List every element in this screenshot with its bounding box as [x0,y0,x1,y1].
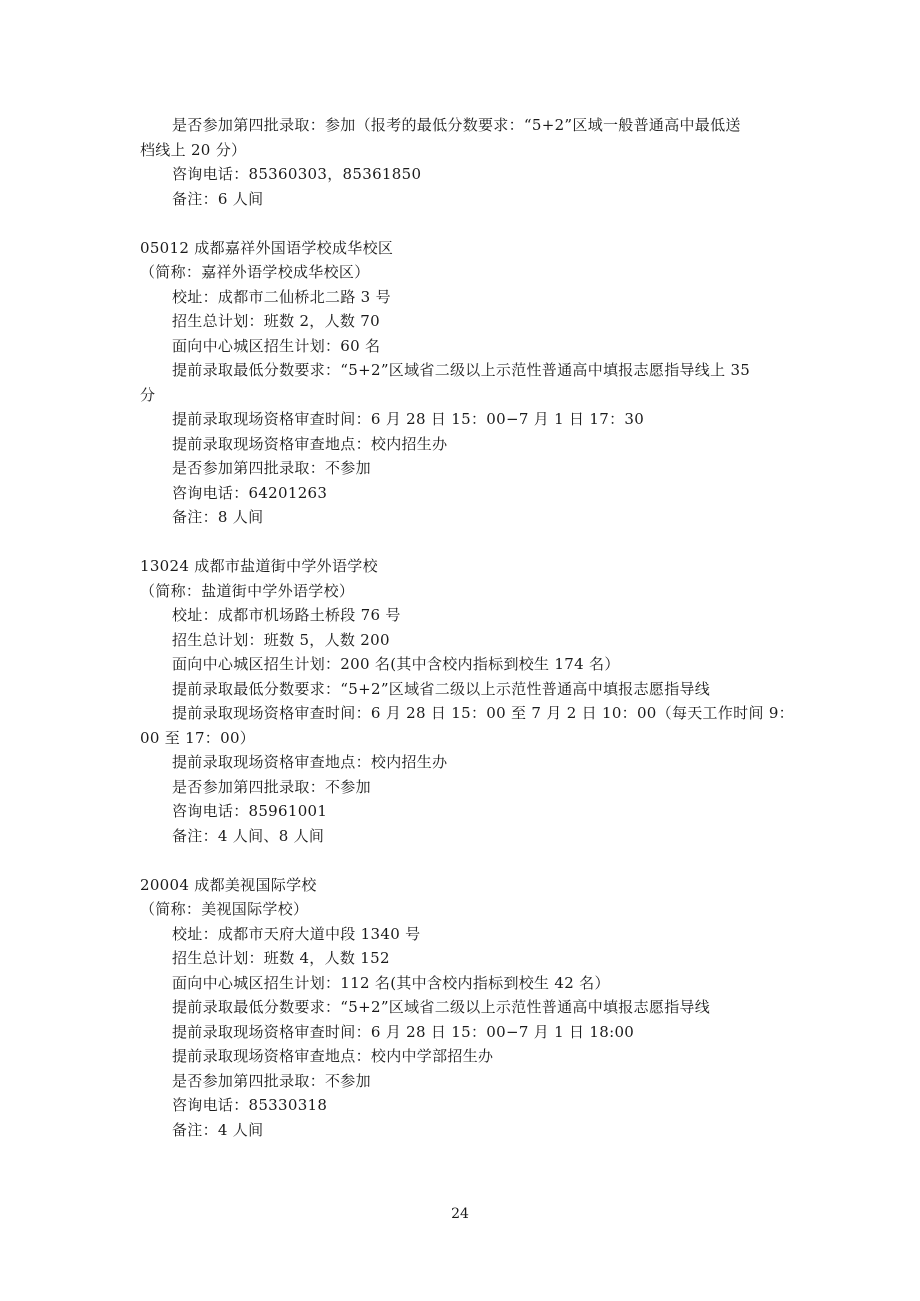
page-number: 24 [451,1206,469,1222]
min-score-line: 提前录取最低分数要求：“5+2”区域省二级以上示范性普通高中填报志愿指导线上 35 [172,361,751,379]
phone-line: 咨询电话：85360303，85361850 [172,165,422,183]
school-short-name: （简称：美视国际学校） [140,900,309,918]
page-content [140,113,794,1142]
central-plan: 面向中心城区招生计划：112 名(其中含校内指标到校生 42 名） [172,973,610,992]
total-plan: 招生总计划：班数 5，人数 200 [172,630,390,649]
review-time-line: 提前录取现场资格审查时间：6 月 28 日 15：00 至 7 月 2 日 10：00（每天工作时间 9： [172,704,794,722]
review-place: 提前录取现场资格审查地点：校内招生办 [172,753,448,771]
total-plan: 招生总计划：班数 2，人数 70 [172,312,380,330]
total-plan: 招生总计划：班数 4，人数 152 [172,949,390,967]
phone-line: 咨询电话：85961001 [172,802,328,820]
school-entry-13024 [140,554,794,848]
min-score-line-continued: 分 [140,385,156,404]
central-plan: 面向中心城区招生计划：60 名 [172,336,381,355]
school-short-name: （简称：盐道街中学外语学校） [140,581,355,600]
section-gap [140,848,790,873]
fourth-batch: 是否参加第四批录取：不参加 [172,777,371,796]
section-gap [140,530,790,555]
school-heading: 13024 成都市盐道街中学外语学校 [140,557,378,575]
fourth-batch: 是否参加第四批录取：不参加 [172,1071,371,1090]
central-plan: 面向中心城区招生计划：200 名(其中含校内指标到校生 174 名） [172,655,620,673]
school-heading: 20004 成都美视国际学校 [140,875,317,894]
review-place: 提前录取现场资格审查地点：校内招生办 [172,434,448,453]
min-score-line: 提前录取最低分数要求：“5+2”区域省二级以上示范性普通高中填报志愿指导线 [172,679,711,698]
phone-line: 咨询电话：64201263 [172,483,328,502]
min-score-line: 提前录取最低分数要求：“5+2”区域省二级以上示范性普通高中填报志愿指导线 [172,998,711,1016]
fourth-batch-line: 是否参加第四批录取：参加（报考的最低分数要求：“5+2”区域一般普通高中最低送 [172,116,741,134]
intro-section [140,113,790,211]
review-time: 提前录取现场资格审查时间：6 月 28 日 15：00−7 月 1 日 17：30 [172,410,645,428]
review-time-line-continued: 00 至 17：00） [140,728,256,747]
fourth-batch: 是否参加第四批录取：不参加 [172,459,371,477]
review-time: 提前录取现场资格审查时间：6 月 28 日 15：00−7 月 1 日 18:00 [172,1022,635,1041]
school-entry-20004 [140,873,790,1143]
review-place: 提前录取现场资格审查地点：校内中学部招生办 [172,1047,494,1065]
note-line: 备注：8 人间 [172,508,264,526]
school-heading: 05012 成都嘉祥外国语学校成华校区 [140,238,394,257]
school-address: 校址：成都市天府大道中段 1340 号 [172,924,421,943]
section-gap [140,211,790,236]
note-line: 备注：6 人间 [172,189,264,208]
note-line: 备注：4 人间、8 人间 [172,826,325,845]
phone-line: 咨询电话：85330318 [172,1096,328,1114]
school-entry-05012 [140,236,790,530]
school-short-name: （简称：嘉祥外语学校成华校区） [140,263,370,281]
fourth-batch-line-continued: 档线上 20 分） [140,140,247,159]
school-address: 校址：成都市机场路土桥段 76 号 [172,606,401,624]
school-address: 校址：成都市二仙桥北二路 3 号 [172,287,391,306]
note-line: 备注：4 人间 [172,1120,264,1139]
